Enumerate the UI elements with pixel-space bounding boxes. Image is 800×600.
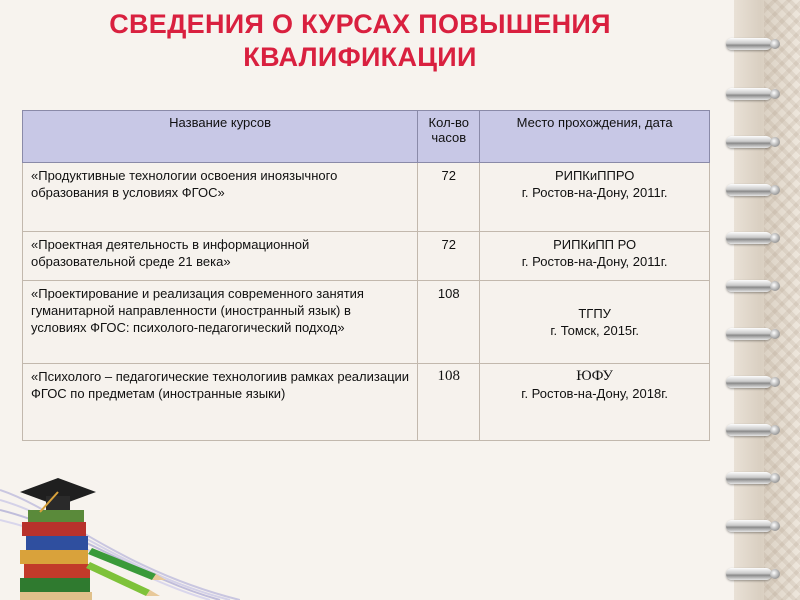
place-city-date: г. Ростов-на-Дону, 2018г.	[521, 386, 668, 401]
course-name-cell: «Продуктивные технологии освоения иноязычного образования в условиях ФГОС»	[23, 163, 418, 232]
table-row	[23, 163, 710, 232]
course-name-cell: «Проектная деятельность в информационной образовательной среде 21 века»	[23, 232, 418, 281]
table-row	[23, 364, 710, 441]
notebook-ring-icon	[726, 424, 772, 436]
place-city-date: г. Томск, 2015г.	[550, 323, 639, 338]
notebook-ring-icon	[726, 88, 772, 100]
table-row	[23, 232, 710, 281]
books-stack-icon	[20, 510, 92, 600]
notebook-ring-icon	[726, 38, 772, 50]
place-institution: РИПКиПП РО	[553, 237, 637, 252]
course-place-cell	[480, 281, 710, 364]
course-hours-cell: 108	[418, 364, 480, 441]
place-institution: ЮФУ	[576, 368, 614, 384]
table-row	[23, 281, 710, 364]
graduation-cap-icon	[20, 478, 96, 512]
place-city-date: г. Ростов-на-Дону, 2011г.	[521, 185, 668, 200]
course-hours-cell: 108	[418, 281, 480, 364]
notebook-ring-icon	[726, 376, 772, 388]
notebook-ring-icon	[726, 472, 772, 484]
column-header-place: Место прохождения, дата	[480, 111, 710, 163]
course-place-cell	[480, 232, 710, 281]
course-name-cell: «Психолого – педагогические технологиив рамках реализации ФГОС по предметам (иностранные языки)	[23, 364, 418, 441]
course-place-cell	[480, 364, 710, 441]
course-name-cell: «Проектирование и реализация современного занятия гуманитарной направленности (иностранный язык) в условиях ФГОС: психолого-педагогический подход»	[23, 281, 418, 364]
notebook-ring-icon	[726, 328, 772, 340]
notebook-ring-icon	[726, 232, 772, 244]
course-hours-cell: 72	[418, 232, 480, 281]
pencil-icon	[86, 548, 166, 596]
place-city-date: г. Ростов-на-Дону, 2011г.	[521, 254, 668, 269]
notebook-ring-icon	[726, 280, 772, 292]
notebook-ring-icon	[726, 184, 772, 196]
books-decoration	[0, 450, 240, 600]
column-header-hours: Кол-во часов	[418, 111, 480, 163]
notebook-ring-icon	[726, 520, 772, 532]
place-institution: ТГПУ	[578, 306, 611, 321]
notebook-ring-icon	[726, 136, 772, 148]
table-header-row	[23, 111, 710, 163]
page-title: СВЕДЕНИЯ О КУРСАХ ПОВЫШЕНИЯ КВАЛИФИКАЦИИ	[109, 9, 611, 72]
course-hours-cell: 72	[418, 163, 480, 232]
place-institution: РИПКиППРО	[554, 168, 635, 183]
column-header-name: Название курсов	[23, 111, 418, 163]
notebook-ring-icon	[726, 568, 772, 580]
courses-table	[22, 110, 710, 441]
course-place-cell	[480, 163, 710, 232]
